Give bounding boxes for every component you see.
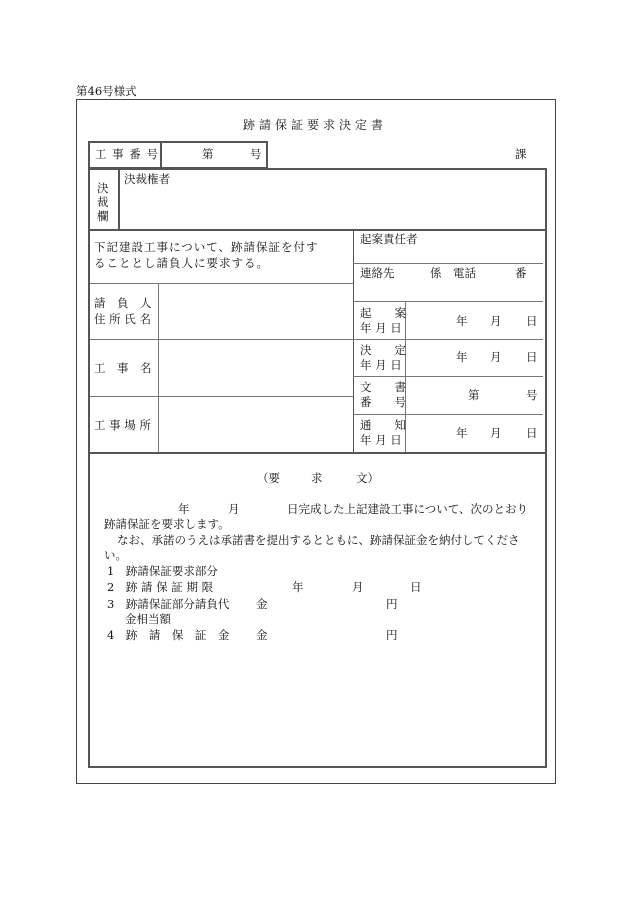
- divider: [90, 452, 545, 454]
- notify-date-label-2: 年 月 日: [360, 433, 402, 447]
- divider: [353, 263, 543, 264]
- contact-denwa: 電話: [453, 266, 476, 280]
- item-3-kin: 金: [256, 597, 268, 611]
- kessai-side-1: 決: [97, 181, 109, 195]
- section-ka: 課: [515, 147, 527, 161]
- draft-date-label-2: 年 月 日: [360, 321, 402, 335]
- authority-label: 決裁権者: [124, 172, 170, 186]
- request-heading-open: （要: [257, 471, 280, 485]
- request-text-line-3: なお、承諾のうえは承諾書を提出するとともに、跡請保証金を納付してくださ: [117, 533, 520, 547]
- item-3-line-2: 金相当額: [125, 612, 171, 626]
- form-title: 跡請保証要求決定書: [242, 118, 387, 132]
- divider: [353, 376, 543, 377]
- divider: [90, 396, 353, 397]
- doc-number-go: 号: [526, 388, 538, 402]
- divider: [353, 339, 543, 340]
- completion-text: 日完成した上記建設工事について、次のとおり: [287, 502, 529, 516]
- notice-line-1: 下記建設工事について、跡請保証を付す: [94, 240, 319, 254]
- divider: [353, 231, 354, 453]
- item-2-hi: 日: [410, 580, 422, 594]
- item-4-kin: 金: [256, 628, 268, 642]
- decision-date-label-1: 決 定: [360, 343, 406, 357]
- item-3-en: 円: [386, 597, 398, 611]
- decision-date-nen: 年: [456, 350, 468, 364]
- request-heading-mid: 求: [311, 471, 323, 485]
- divider: [90, 229, 545, 231]
- kessai-side-2: 裁: [97, 195, 109, 209]
- item-2-tsuki: 月: [352, 580, 364, 594]
- project-number-label: 工 事 番 号: [95, 147, 159, 161]
- drafter-label: 起案責任者: [360, 232, 418, 246]
- draft-date-hi: 日: [526, 314, 538, 328]
- item-4-en: 円: [386, 628, 398, 642]
- divider: [118, 170, 120, 230]
- item-1: 1 跡請保証要求部分: [107, 564, 218, 578]
- project-name-label: 工 事 名: [94, 361, 152, 375]
- item-2-label: 2 跡 請 保 証 期 限: [107, 580, 214, 594]
- notify-date-nen: 年: [456, 426, 468, 440]
- request-heading-close: 文）: [356, 471, 379, 485]
- doc-number-label-1: 文 書: [360, 380, 406, 394]
- divider: [353, 414, 543, 415]
- form-number-label: 第46号様式: [76, 84, 137, 98]
- kessai-side-3: 欄: [97, 209, 109, 223]
- doc-number-dai: 第: [468, 388, 480, 402]
- notify-date-label-1: 通 知: [360, 418, 406, 432]
- request-text-line-2: 跡請保証を要求します。: [104, 517, 230, 531]
- request-text-line-4: い。: [104, 548, 127, 562]
- decision-date-hi: 日: [526, 350, 538, 364]
- contractor-line-1: 請 負 人: [94, 296, 152, 310]
- decision-date-label-2: 年 月 日: [360, 358, 402, 372]
- draft-date-label-1: 起 案: [360, 306, 406, 320]
- project-number-go: 号: [250, 147, 262, 161]
- notify-date-hi: 日: [526, 426, 538, 440]
- doc-number-label-2: 番 号: [360, 395, 406, 409]
- contact-label: 連絡先: [360, 266, 395, 280]
- decision-date-tsuki: 月: [490, 350, 502, 364]
- divider: [353, 301, 543, 302]
- divider: [90, 339, 353, 340]
- project-site-label: 工 事 場 所: [94, 418, 151, 432]
- notice-line-2: ることとし請負人に要求する。: [94, 256, 269, 270]
- contact-kakari: 係: [430, 266, 442, 280]
- contact-ban: 番: [515, 266, 527, 280]
- divider: [160, 141, 162, 169]
- divider: [90, 283, 353, 284]
- item-2-nen: 年: [292, 580, 304, 594]
- notify-date-tsuki: 月: [490, 426, 502, 440]
- completion-tsuki: 月: [228, 502, 240, 516]
- item-3-label: 3 跡請保証部分請負代: [107, 597, 230, 611]
- completion-nen: 年: [178, 502, 190, 516]
- contractor-line-2: 住 所 氏 名: [94, 312, 151, 326]
- item-4-label: 4 跡 請 保 証 金: [107, 628, 230, 642]
- draft-date-tsuki: 月: [490, 314, 502, 328]
- draft-date-nen: 年: [456, 314, 468, 328]
- project-number-dai: 第: [202, 147, 214, 161]
- divider: [158, 284, 159, 453]
